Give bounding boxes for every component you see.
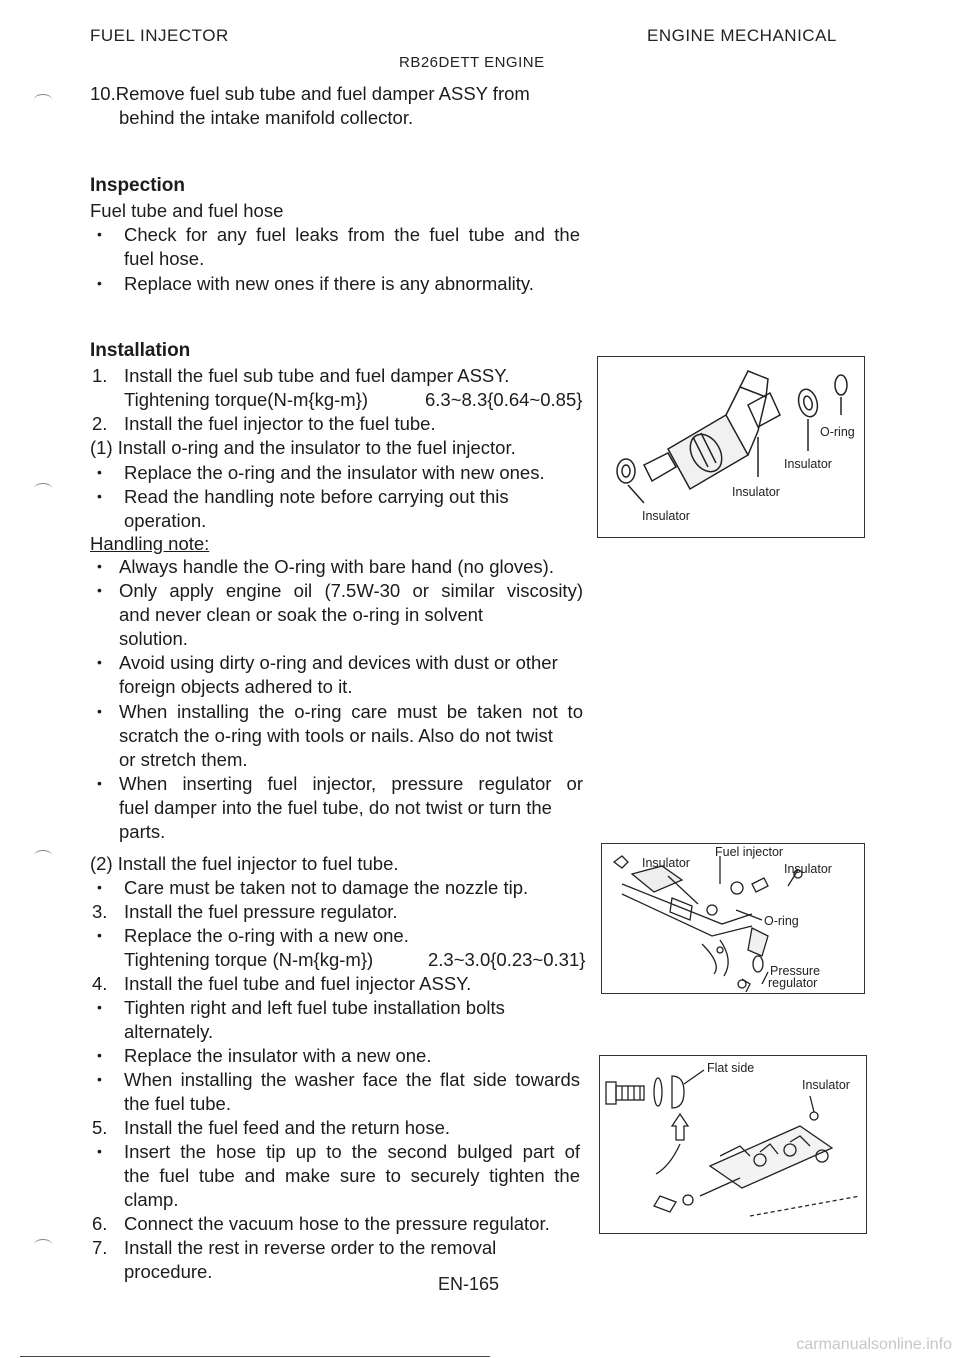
install-step-3: 3. Install the fuel pressure regulator. [92,901,398,922]
install-step-3-torque-label: Tightening torque (N-m{kg-m}) [124,949,374,970]
install-step-1: 1. Install the fuel sub tube and fuel damper ASSY. [92,365,510,386]
bullet: • [97,879,102,895]
page-number: EN-165 [438,1274,500,1294]
footer-rule [20,1356,490,1357]
margin-mark [34,850,52,861]
bullet: • [97,488,102,504]
install-step-3-torque-value: 2.3~3.0{0.23~0.31} [428,949,586,970]
inspection-subheading: Fuel tube and fuel hose [90,200,284,221]
bullet: • [97,558,102,574]
install-step-2-1: (1) Install o-ring and the insulator to the fuel injector. [90,437,516,458]
handling-note-2-cont1: and never clean or soak the o-ring in solvent [119,604,484,625]
fig1-label-insulator-mid: Insulator [732,485,780,499]
bullet: • [97,927,102,943]
install-step-4: 4. Install the fuel tube and fuel injector ASSY. [92,973,472,994]
step-10-line2: behind the intake manifold collector. [119,107,414,128]
bullet: • [97,775,102,791]
watermark: carmanualsonline.info [796,1336,952,1353]
fig3-label-flat-side: Flat side [707,1061,755,1075]
handling-note-5-cont1: fuel damper into the fuel tube, do not twist or turn the [119,797,552,818]
install-step-4-bullet-1-cont: alternately. [124,1021,214,1042]
fig3-label-insulator: Insulator [802,1078,850,1092]
bullet: • [97,1071,102,1087]
install-step-1-torque-label: Tightening torque(N-m{kg-m}) [124,389,369,410]
header-chapter-title: ENGINE MECHANICAL [647,26,837,45]
bullet: • [97,582,102,598]
fig2-label-fuel-injector: Fuel injector [715,845,784,859]
install-step-7-cont: procedure. [124,1261,213,1282]
install-step-3-bullet-1: • Replace the o-ring with a new one. [97,925,409,946]
bullet: • [97,275,102,291]
handling-note-4: • When installing the o-ring care must be taken not to [97,701,583,722]
bullet: • [97,464,102,480]
handling-note-4-cont1: scratch the o-ring with tools or nails. Also do not twist [119,725,553,746]
handling-note-1: • Always handle the O-ring with bare hand (no gloves). [97,556,554,577]
figure-fuel-tube-regulator [601,843,865,994]
install-step-4-bullet-3: • When installing the washer face the flat side towards [97,1069,580,1090]
fig2-label-pressure: Pressure [770,964,821,978]
figure-washer-flat-side [599,1055,867,1234]
margin-mark [34,483,52,494]
injector-drawing [598,357,864,537]
margin-mark [34,94,52,105]
install-step-2-2: (2) Install the fuel injector to fuel tube. [90,853,399,874]
fig2-label-insulator-right: Insulator [784,862,832,876]
handling-note-5-cont2: parts. [119,821,166,842]
inspection-bullet-1: • Check for any fuel leaks from the fuel tube and the [97,224,580,245]
bullet: • [97,1143,102,1159]
handling-note-2: • Only apply engine oil (7.5W-30 or similar viscosity) [97,580,583,601]
inspection-bullet-2: • Replace with new ones if there is any abnormality. [97,273,534,294]
install-step-6: 6. Connect the vacuum hose to the pressure regulator. [92,1213,550,1234]
fig2-label-regulator: regulator [768,976,818,990]
fig1-label-oring: O-ring [820,425,855,439]
install-step-1-torque-value: 6.3~8.3{0.64~0.85} [425,389,583,410]
step-10-line1: 10.Remove fuel sub tube and fuel damper ASSY from [90,83,530,104]
install-step-4-bullet-1: • Tighten right and left fuel tube installation bolts [97,997,505,1018]
install-step-5-bullet-1-cont2: clamp. [124,1189,179,1210]
bullet: • [97,1047,102,1063]
installation-heading: Installation [90,340,191,361]
install-step-2-1-bullet-2-cont: operation. [124,510,207,531]
handling-note-4-cont2: or stretch them. [119,749,248,770]
inspection-heading: Inspection [90,175,186,196]
install-step-2-1-bullet-2: • Read the handling note before carrying out this [97,486,509,507]
bullet: • [97,226,102,242]
fig2-label-oring: O-ring [764,914,799,928]
install-step-2-1-bullet-1: • Replace the o-ring and the insulator with new ones. [97,462,545,483]
inspection-bullet-1-cont: fuel hose. [124,248,205,269]
handling-note-3: • Avoid using dirty o-ring and devices with dust or other [97,652,558,673]
bullet: • [97,999,102,1015]
handling-note-title: Handling note: [90,533,210,554]
fig1-label-insulator-left: Insulator [642,509,690,523]
bullet: • [97,654,102,670]
bullet: • [97,703,102,719]
install-step-5: 5. Install the fuel feed and the return hose. [92,1117,451,1138]
fig2-label-insulator-left: Insulator [642,856,690,870]
install-step-2-2-bullet-1: • Care must be taken not to damage the nozzle tip. [97,877,529,898]
fig1-label-insulator-right: Insulator [784,457,832,471]
header-engine-label: RB26DETT ENGINE [399,54,545,71]
header-section-title: FUEL INJECTOR [90,26,229,45]
handling-note-2-cont2: solution. [119,628,188,649]
install-step-4-bullet-2: • Replace the insulator with a new one. [97,1045,432,1066]
install-step-5-bullet-1-cont1: the fuel tube and make sure to securely tighten the [124,1165,580,1186]
install-step-2: 2. Install the fuel injector to the fuel tube. [92,413,436,434]
install-step-5-bullet-1: • Insert the hose tip up to the second bulged part of [97,1141,580,1162]
margin-mark [34,1239,52,1250]
install-step-4-bullet-3-cont: the fuel tube. [124,1093,231,1114]
handling-note-3-cont: foreign objects adhered to it. [119,676,353,697]
handling-note-5: • When inserting fuel injector, pressure regulator or [97,773,583,794]
install-step-7: 7. Install the rest in reverse order to the removal [92,1237,497,1258]
figure-injector-oring-insulator [597,356,865,538]
